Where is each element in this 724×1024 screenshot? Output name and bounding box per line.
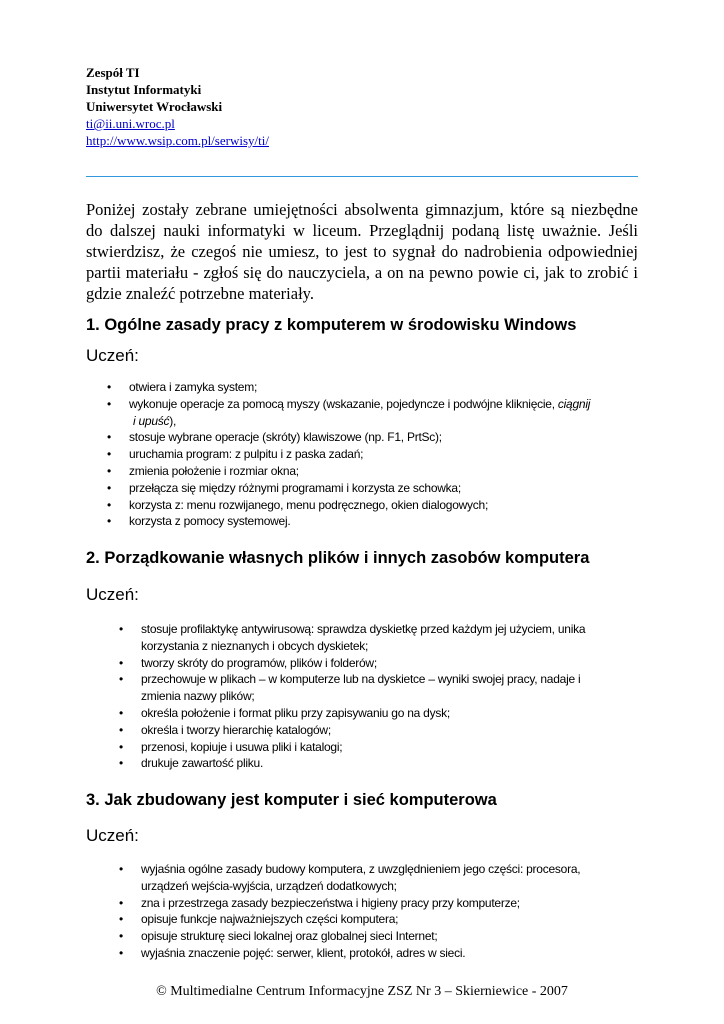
university-name: Uniwersytet Wrocławski — [86, 99, 223, 114]
website-link[interactable]: http://www.wsip.com.pl/serwisy/ti/ — [86, 133, 269, 148]
email-link[interactable]: ti@ii.uni.wroc.pl — [86, 116, 175, 131]
list-item: • przełącza się między różnymi programami i korzysta ze schowka; — [129, 480, 629, 497]
list-item: • opisuje funkcje najważniejszych części komputera; — [141, 911, 621, 928]
section-2-label: Uczeń: — [86, 585, 139, 604]
list-item: • przenosi, kopiuje i usuwa pliki i katalogi; — [141, 739, 621, 756]
list-item: • określa i tworzy hierarchię katalogów; — [141, 722, 621, 739]
page-footer: © Multimedialne Centrum Informacyjne ZSZ Nr 3 – Skierniewice - 2007 — [156, 984, 568, 999]
list-item: • drukuje zawartość pliku. — [141, 755, 621, 772]
org-name: Zespół TI — [86, 65, 140, 80]
section-3-list — [141, 861, 621, 962]
list-item: • przechowuje w plikach – w komputerze lub na dyskietce – wyniki swojej pracy, nadaje i zmienia nazwy plików; — [141, 671, 621, 705]
list-item-italic: ciągnij — [557, 396, 591, 411]
list-item: • korzysta z: menu rozwijanego, menu podręcznego, okien dialogowych; — [129, 497, 629, 514]
section-1-list — [129, 379, 629, 530]
list-item: • opisuje strukturę sieci lokalnej oraz globalnej sieci Internet; — [141, 928, 621, 945]
section-2-title: 2. Porządkowanie własnych plików i innych zasobów komputera — [86, 549, 590, 567]
section-2-list — [141, 621, 621, 772]
intro-paragraph: Poniżej zostały zebrane umiejętności absolwenta gimnazjum, które są niezbędne do dalszej nauki informatyki w liceum. Przeglądnij podaną listę uważnie. Jeśli stwierdzisz, że czegoś nie umiesz, to jest to sygnał do nadrobienia odpowiedniej partii materiału - zgłoś się do nauczyciela, a on na pewno powie ci, jak to zrobić i gdzie znaleźć potrzebne materiały. — [86, 200, 638, 303]
list-item — [129, 396, 629, 430]
list-item: • tworzy skróty do programów, plików i folderów; — [141, 655, 621, 672]
list-item: • określa położenie i format pliku przy zapisywaniu go na dysk; — [141, 705, 621, 722]
section-1-label: Uczeń: — [86, 346, 139, 365]
list-item: • otwiera i zamyka system; — [129, 379, 629, 396]
list-item: • uruchamia program: z pulpitu i z paska zadań; — [129, 446, 629, 463]
list-item: • stosuje wybrane operacje (skróty) klawiszowe (np. F1, PrtSc); — [129, 429, 629, 446]
list-item: • zna i przestrzega zasady bezpieczeństwa i higieny pracy przy komputerze; — [141, 895, 621, 912]
list-item: • zmienia położenie i rozmiar okna; — [129, 463, 629, 480]
institute-name: Instytut Informatyki — [86, 82, 202, 97]
header-divider — [86, 176, 638, 177]
section-1-title: 1. Ogólne zasady pracy z komputerem w środowisku Windows — [86, 316, 577, 334]
list-item: • wyjaśnia znaczenie pojęć: serwer, klient, protokół, adres w sieci. — [141, 945, 621, 962]
section-3-label: Uczeń: — [86, 826, 139, 845]
list-item: • stosuje profilaktykę antywirusową: sprawdza dyskietkę przed każdym jej użyciem, unika korzystania z nieznanych i obcych dyskietek; — [141, 621, 621, 655]
list-item-text: ), — [169, 413, 177, 428]
list-item: • korzysta z pomocy systemowej. — [129, 513, 629, 530]
section-3-title: 3. Jak zbudowany jest komputer i sieć komputerowa — [86, 791, 497, 809]
list-item-text: wykonuje operacje za pomocą myszy (wskazanie, pojedyncze i podwójne kliknięcie, — [129, 396, 558, 411]
list-item: • wyjaśnia ogólne zasady budowy komputera, z uwzględnieniem jego części: procesora, urządzeń wejścia-wyjścia, urządzeń dodatkowych; — [141, 861, 621, 895]
document-header — [86, 64, 269, 149]
list-item-italic: i upuść — [133, 413, 170, 428]
